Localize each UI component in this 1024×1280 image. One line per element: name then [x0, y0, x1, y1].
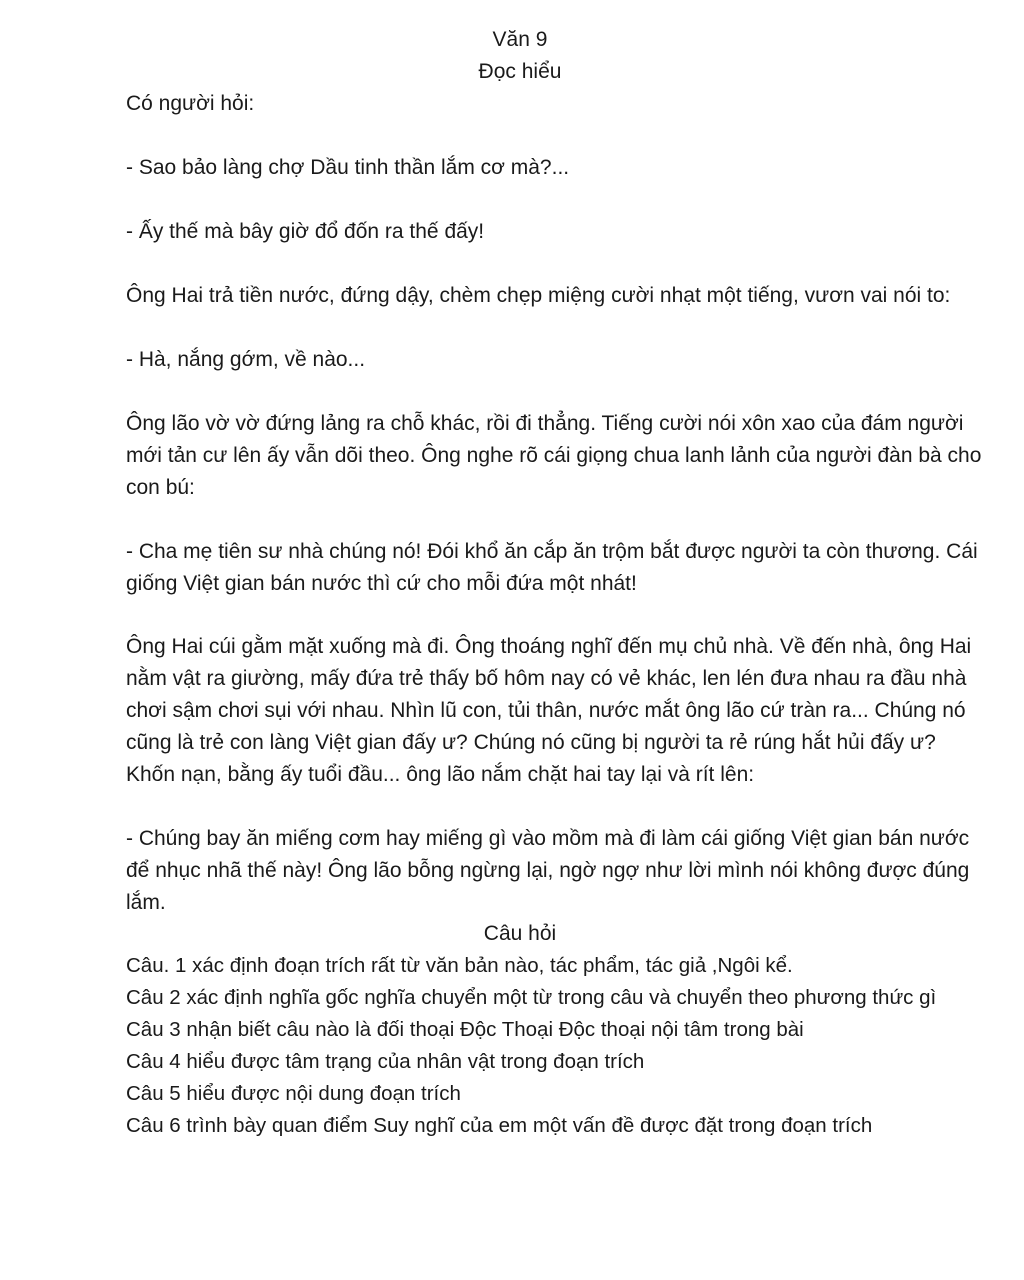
dialogue-line: - Ấy thế mà bây giờ đổ đốn ra thế đấy!: [126, 220, 485, 243]
paragraph-line: giống Việt gian bán nước thì cứ cho mỗi đứa một nhát!: [126, 572, 637, 595]
paragraph-line: con bú:: [126, 476, 195, 499]
dialogue-line: - Sao bảo làng chợ Dầu tinh thần lắm cơ mà?...: [126, 156, 570, 179]
question-item: Câu 4 hiểu được tâm trạng của nhân vật trong đoạn trích: [126, 1050, 645, 1073]
paragraph-line: - Chúng bay ăn miếng cơm hay miếng gì vào mồm mà đi làm cái giống Việt gian bán nước: [126, 827, 970, 850]
questions-heading: Câu hỏi: [483, 922, 557, 945]
paragraph-line: - Cha mẹ tiên sư nhà chúng nó! Đói khổ ăn cắp ăn trộm bắt được người ta còn thương. Cái: [126, 540, 978, 563]
subject-title: Văn 9: [492, 28, 548, 51]
question-item: Câu 6 trình bày quan điểm Suy nghĩ của em một vấn đề được đặt trong đoạn trích: [126, 1114, 873, 1137]
paragraph-line: nằm vật ra giường, mấy đứa trẻ thấy bố hôm nay có vẻ khác, len lén đưa nhau ra đầu nhà: [126, 667, 967, 690]
question-item: Câu 3 nhận biết câu nào là đối thoại Độc Thoại Độc thoại nội tâm trong bài: [126, 1018, 804, 1041]
question-item: Câu. 1 xác định đoạn trích rất từ văn bản nào, tác phẩm, tác giả ,Ngôi kể.: [126, 954, 793, 977]
paragraph-line: chơi sậm chơi sụi với nhau. Nhìn lũ con, tủi thân, nước mắt ông lão cứ tràn ra... Chúng nó: [126, 699, 966, 722]
paragraph-line: cũng là trẻ con làng Việt gian đấy ư? Chúng nó cũng bị người ta rẻ rúng hắt hủi đấy ư?: [126, 731, 936, 754]
paragraph-line: để nhục nhã thế này! Ông lão bỗng ngừng lại, ngờ ngợ như lời mình nói không được đúng: [126, 859, 970, 882]
passage-intro: Có người hỏi:: [126, 92, 255, 115]
question-item: Câu 2 xác định nghĩa gốc nghĩa chuyển một từ trong câu và chuyển theo phương thức gì: [126, 986, 937, 1009]
paragraph-line: Ông lão vờ vờ đứng lảng ra chỗ khác, rồi đi thẳng. Tiếng cười nói xôn xao của đám người: [126, 412, 964, 435]
paragraph-line: Ông Hai cúi gằm mặt xuống mà đi. Ông thoáng nghĩ đến mụ chủ nhà. Về đến nhà, ông Hai: [126, 635, 972, 658]
section-title: Đọc hiểu: [478, 60, 562, 83]
paragraph-line: Khốn nạn, bằng ấy tuổi đầu... ông lão nắm chặt hai tay lại và rít lên:: [126, 763, 755, 786]
dialogue-line: - Hà, nắng gớm, về nào...: [126, 348, 366, 371]
question-item: Câu 5 hiểu được nội dung đoạn trích: [126, 1082, 461, 1105]
paragraph-line: lắm.: [126, 891, 166, 914]
narration-line: Ông Hai trả tiền nước, đứng dậy, chèm chẹp miệng cười nhạt một tiếng, vươn vai nói to:: [126, 284, 951, 307]
paragraph-line: mới tản cư lên ấy vẫn dõi theo. Ông nghe rõ cái giọng chua lanh lảnh của người đàn bà cho: [126, 444, 982, 467]
